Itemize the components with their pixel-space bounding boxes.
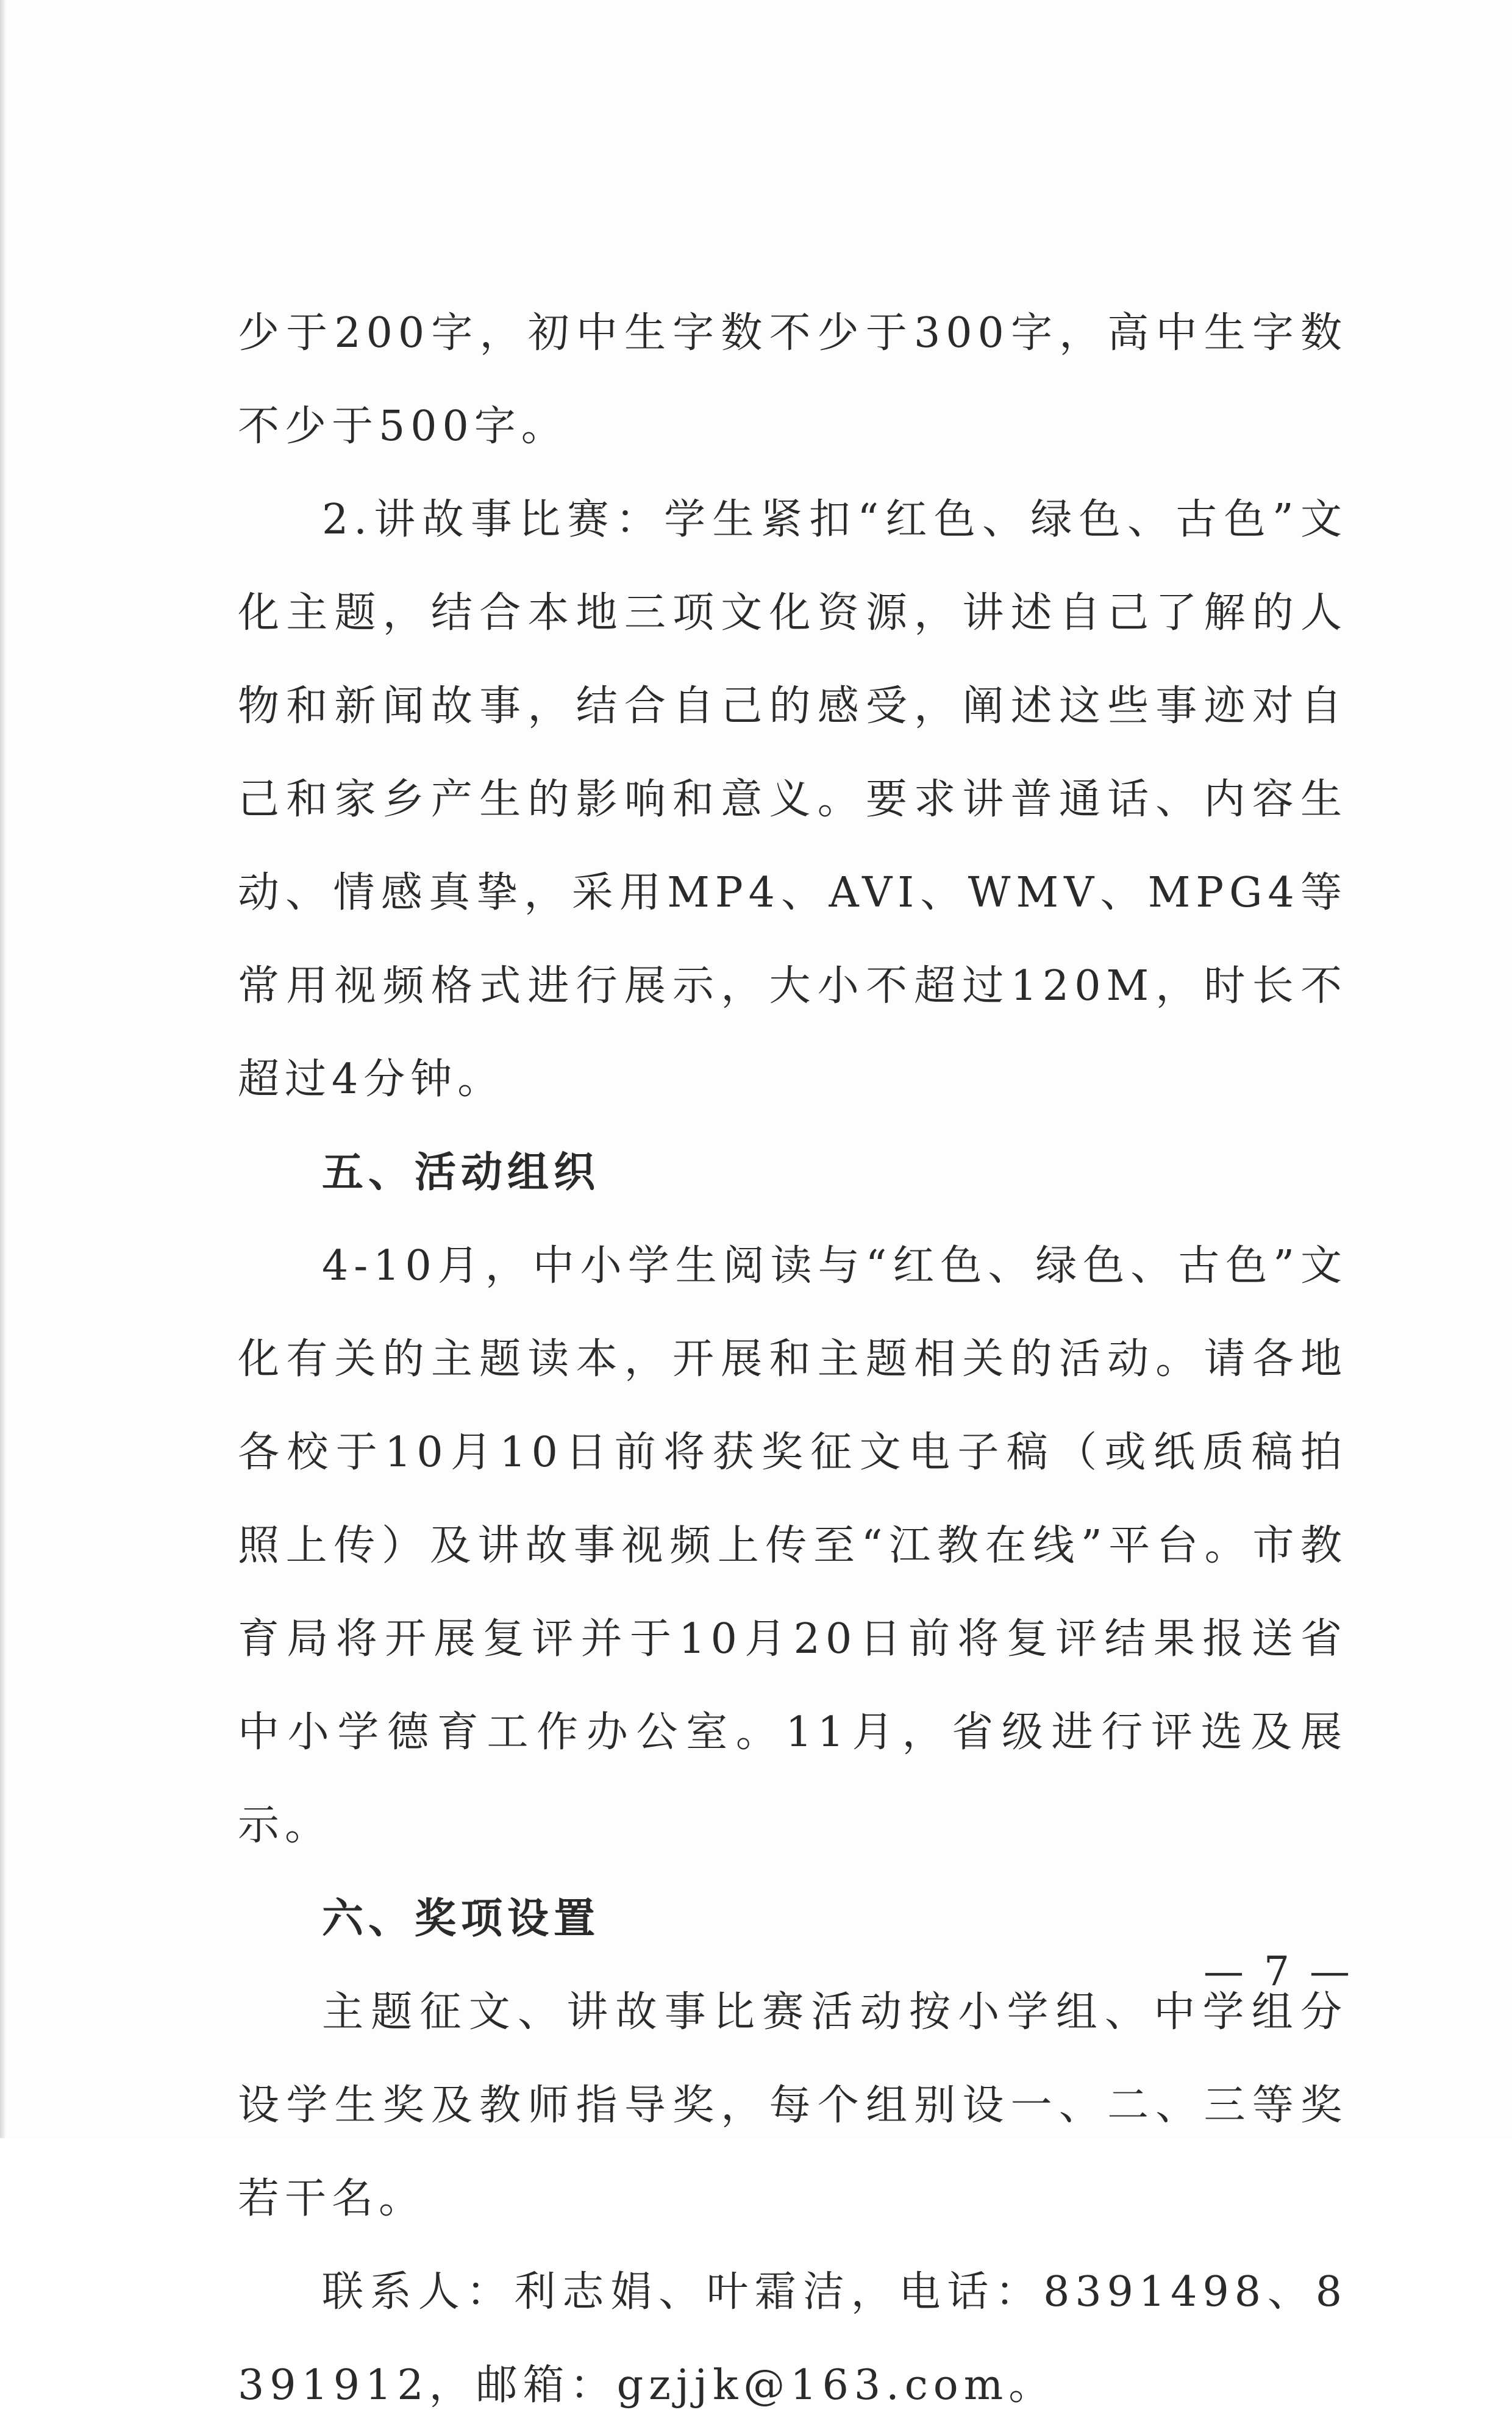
paragraph-contact-info: 联系人：利志娟、叶霜洁，电话：8391498、8391912，邮箱：gzjjk@163.com。 [238, 2268, 1347, 2409]
section-heading-activity-organization: 五、活动组织 [322, 1149, 601, 1197]
paragraph-essay-length: 少于200字，初中生字数不少于300字，高中生字数不少于500字。 [238, 309, 1347, 451]
page-number: — 7 — [1204, 1948, 1353, 1995]
paragraph-storytelling-contest: 2.讲故事比赛：学生紧扣“红色、绿色、古色”文化主题，结合本地三项文化资源，讲述自己了解的人物和新闻故事，结合自己的感受，阐述这些事迹对自己和家乡产生的影响和意义。要求讲普通话、内容生动、情感真挚，采用MP4、AVI、WMV、MPG4等常用视频格式进行展示，大小不超过120M，时长不超过4分钟。 [238, 496, 1347, 1104]
paragraph-activity-schedule: 4-10月，中小学生阅读与“红色、绿色、古色”文化有关的主题读本，开展和主题相关的活动。请各地各校于10月10日前将获奖征文电子稿（或纸质稿拍照上传）及讲故事视频上传至“江教在线”平台。市教育局将开展复评并于10月20日前将复评结果报送省中小学德育工作办公室。11月，省级进行评选及展示。 [238, 1242, 1347, 1850]
paragraph-award-settings: 主题征文、讲故事比赛活动按小学组、中学组分设学生奖及教师指导奖，每个组别设一、二、三等奖若干名。 [238, 1988, 1347, 2223]
document-body [238, 287, 1347, 2432]
section-heading-awards: 六、奖项设置 [322, 1895, 601, 1943]
scan-edge [0, 0, 6, 2138]
